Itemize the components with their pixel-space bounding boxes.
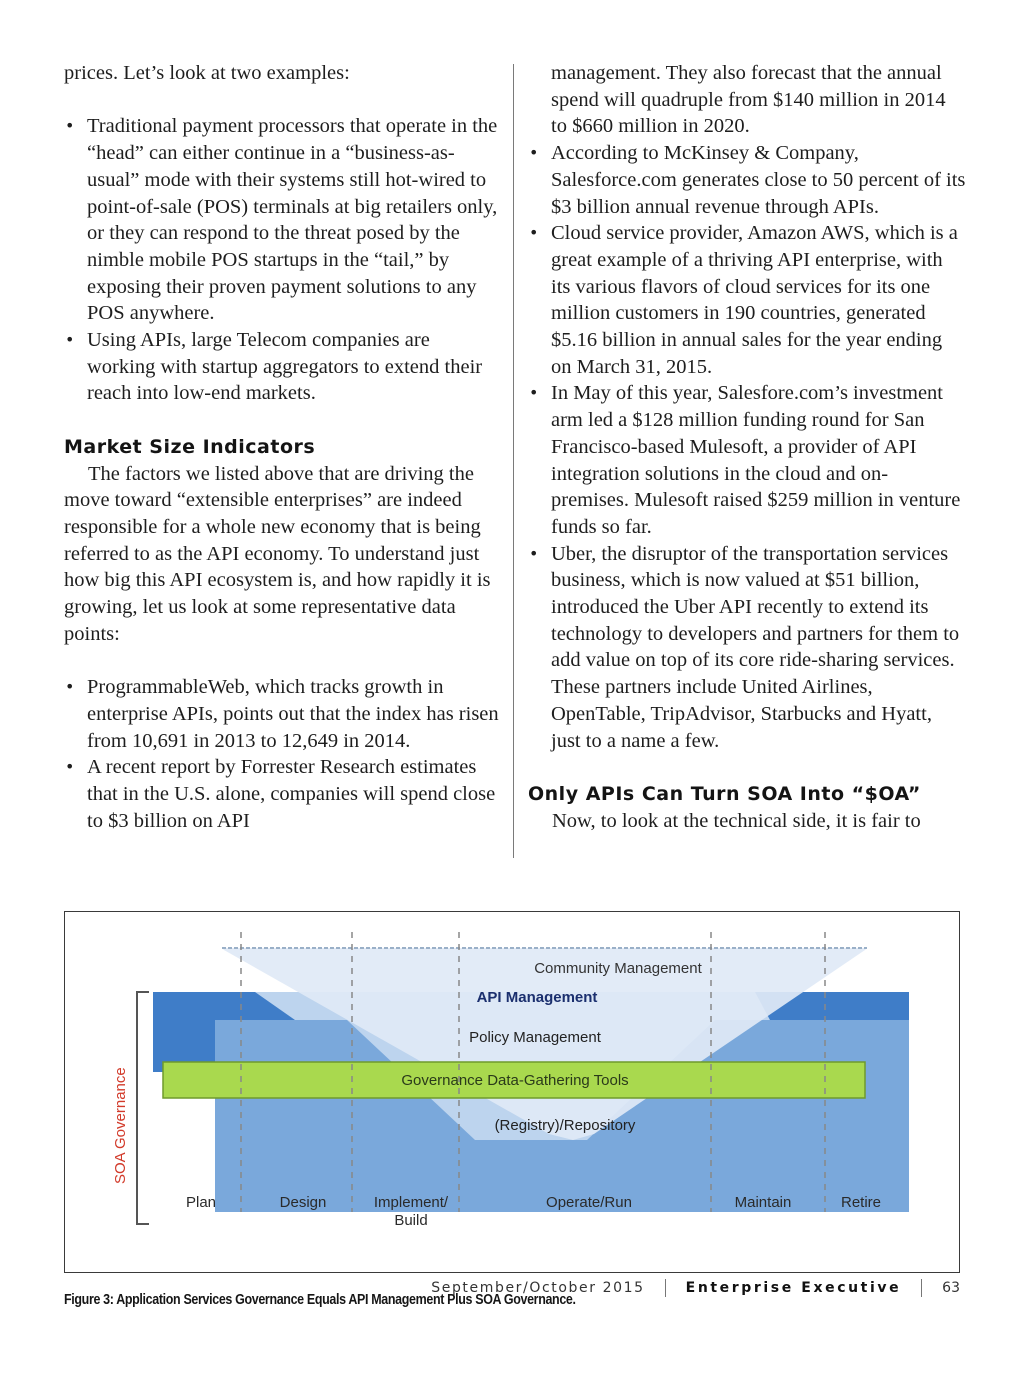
list-item: • Cloud service provider, Amazon AWS, which is a great example of a thriving API enterprise, with its various flavors of cloud services for its one million customers in 190 countries, generated $5.16 billion in annual sales for the year ending on March 31, 2015.	[528, 220, 966, 380]
figure-caption: Figure 3: Application Services Governance Equals API Management Plus SOA Governance.	[64, 1292, 576, 1308]
governance-tools-label: Governance Data-Gathering Tools	[401, 1072, 629, 1089]
list-item: • According to McKinsey & Company, Salesforce.com generates close to 50 percent of its $3 billion annual revenue through APIs.	[528, 140, 966, 220]
list-item: • Uber, the disruptor of the transportation services business, which is now valued at $51 billion, introduced the Uber API recently to extend its technology to developers and partners for them to add value on top of its core ride-sharing services. These partners include United Airlines, OpenTable, TripAdvisor, Starbucks and Hyatt, just to a name a few.	[528, 541, 966, 755]
api-management-label: API Management	[476, 989, 598, 1006]
phase-label: Maintain	[734, 1194, 792, 1211]
list-item: • Using APIs, large Telecom companies are working with startup aggregators to extend their reach into low-end markets.	[64, 327, 500, 407]
footer-divider	[665, 1279, 666, 1297]
phase-label: Plan	[185, 1194, 217, 1211]
data-points-list	[64, 674, 500, 834]
examples-list	[64, 113, 500, 407]
left-column	[64, 60, 500, 834]
repository-label: (Registry)/Repository	[494, 1117, 636, 1134]
community-management-label: Community Management	[534, 960, 702, 977]
soa-bracket	[137, 992, 149, 1224]
phase-label: Build	[394, 1212, 428, 1229]
data-points-list-continued	[528, 140, 966, 754]
phase-label: Implement/	[373, 1194, 449, 1211]
soa-governance-label: SOA Governance	[112, 1067, 129, 1184]
column-divider	[513, 64, 514, 858]
market-size-heading: Market Size Indicators	[64, 435, 316, 458]
right-column	[528, 60, 966, 834]
issue-date: September/October 2015	[431, 1280, 645, 1296]
list-item: • A recent report by Forrester Research estimates that in the U.S. alone, companies will spend close to $3 billion on API	[64, 754, 500, 834]
list-item: • In May of this year, Salesfore.com’s investment arm led a $128 million funding round for San Francisco-based Mulesoft, a provider of API integration solutions in the cloud and on-premises. Mulesoft raised $259 million in venture funds so far.	[528, 380, 966, 540]
phase-label: Design	[279, 1194, 327, 1211]
phase-label: Operate/Run	[546, 1194, 632, 1211]
governance-diagram	[65, 912, 959, 1272]
footer-divider	[921, 1279, 922, 1297]
magazine-name: Enterprise Executive	[685, 1280, 902, 1296]
market-size-paragraph: The factors we listed above that are driving the move toward “extensible enterprises” are indeed responsible for a whole new economy that is being referred to as the API economy. To understand just how big this API ecosystem is, and how rapidly it is growing, let us look at some representative data points:	[64, 462, 491, 645]
soa-paragraph: Now, to look at the technical side, it is fair to	[552, 809, 921, 832]
page-number: 63	[942, 1280, 960, 1296]
continuation-text: management. They also forecast that the annual spend will quadruple from $140 million in 2014 to $660 million in 2020.	[551, 62, 946, 138]
phase-label: Retire	[840, 1194, 882, 1211]
soa-heading: Only APIs Can Turn SOA Into “$OA”	[528, 782, 921, 805]
intro-text: prices. Let’s look at two examples:	[64, 62, 350, 84]
policy-management-label: Policy Management	[469, 1029, 601, 1046]
page-footer	[431, 1279, 960, 1297]
governance-figure	[64, 911, 960, 1273]
list-item: • Traditional payment processors that operate in the “head” can either continue in a “business-as-usual” mode with their systems still hot-wired to point-of-sale (POS) terminals at big retailers only, or they can respond to the threat posed by the nimble mobile POS startups in the “tail,” by exposing their proven payment solutions to any POS anywhere.	[64, 113, 500, 327]
list-item: • ProgrammableWeb, which tracks growth in enterprise APIs, points out that the index has risen from 10,691 in 2013 to 12,649 in 2014.	[64, 674, 500, 754]
